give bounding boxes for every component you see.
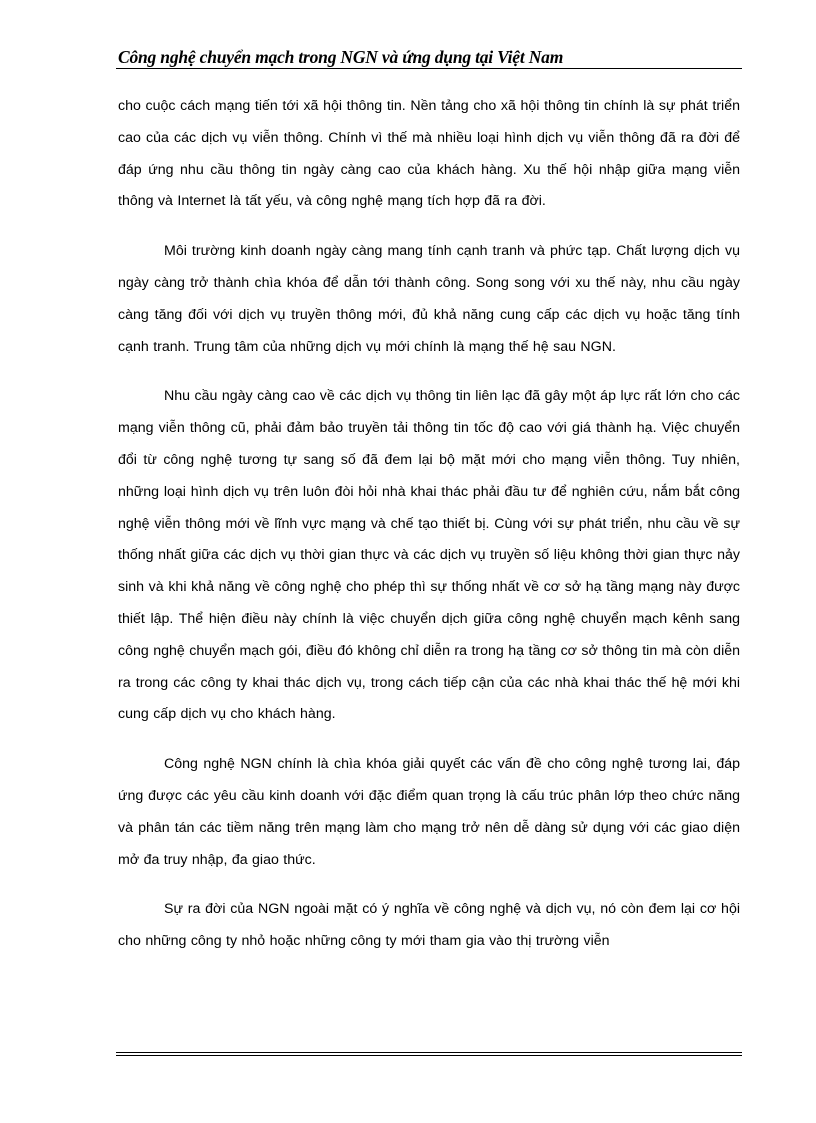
paragraph-4: Công nghệ NGN chính là chìa khóa giải quyết các vấn đề cho công nghệ tương lai, đáp ứng được các yêu cầu kinh doanh với đặc điểm quan trọng là cấu trúc phân lớp theo chức năng và phân tán các tiềm năng trên mạng làm cho mạng trở nên dễ dàng sử dụng với các giao diện mở đa truy nhập, đa giao thức. <box>118 756 740 868</box>
paragraph-5: Sự ra đời của NGN ngoài mặt có ý nghĩa về công nghệ và dịch vụ, nó còn đem lại cơ hội cho những công ty nhỏ hoặc những công ty mới tham gia vào thị trường viễn <box>118 901 740 950</box>
paragraph-3: Nhu cầu ngày càng cao về các dịch vụ thông tin liên lạc đã gây một áp lực rất lớn cho các mạng viễn thông cũ, phải đảm bảo truyền tải thông tin tốc độ cao với giá thành hạ. Việc chuyển đổi từ công nghệ tương tự sang số đã đem lại bộ mặt mới cho mạng viễn thông. Tuy nhiên, những loại hình dịch vụ trên luôn đòi hỏi nhà khai thác phải đầu tư để nghiên cứu, nắm bắt công nghệ viễn thông mới về lĩnh vực mạng và chế tạo thiết bị. Cùng với sự phát triển, nhu cầu về sự thống nhất giữa các dịch vụ thời gian thực và các dịch vụ truyền số liệu không thời gian thực nảy sinh và khi khả năng về công nghệ cho phép thì sự thống nhất về cơ sở hạ tầng mạng này được thiết lập. Thể hiện điều này chính là việc chuyển dịch giữa công nghệ chuyển mạch kênh sang công nghệ chuyển mạch gói, điều đó không chỉ diễn ra trong hạ tầng cơ sở thông tin mà còn diễn ra trong các công ty khai thác dịch vụ, trong cách tiếp cận của các nhà khai thác thế hệ mới khi cung cấp dịch vụ cho khách hàng. <box>118 388 740 723</box>
document-body <box>118 91 740 976</box>
footer-rule <box>116 1052 742 1056</box>
page-header-title: Công nghệ chuyển mạch trong NGN và ứng dụng tại Việt Nam <box>118 47 564 67</box>
paragraph-1: cho cuộc cách mạng tiến tới xã hội thông tin. Nền tảng cho xã hội thông tin chính là sự phát triển cao của các dịch vụ viễn thông. Chính vì thế mà nhiều loại hình dịch vụ viễn thông đã ra đời để đáp ứng nhu cầu thông tin ngày càng cao của khách hàng. Xu thế hội nhập giữa mạng viễn thông và Internet là tất yếu, và công nghệ mạng tích hợp đã ra đời. <box>118 98 740 210</box>
paragraph-2: Môi trường kinh doanh ngày càng mang tính cạnh tranh và phức tạp. Chất lượng dịch vụ ngày càng trở thành chìa khóa để dẫn tới thành công. Song song với xu thế này, nhu cầu ngày càng tăng đối với dịch vụ truyền thông mới, đủ khả năng cung cấp các dịch vụ hoặc tăng tính cạnh tranh. Trung tâm của những dịch vụ mới chính là mạng thế hệ sau NGN. <box>118 243 740 355</box>
header-rule <box>116 68 742 69</box>
